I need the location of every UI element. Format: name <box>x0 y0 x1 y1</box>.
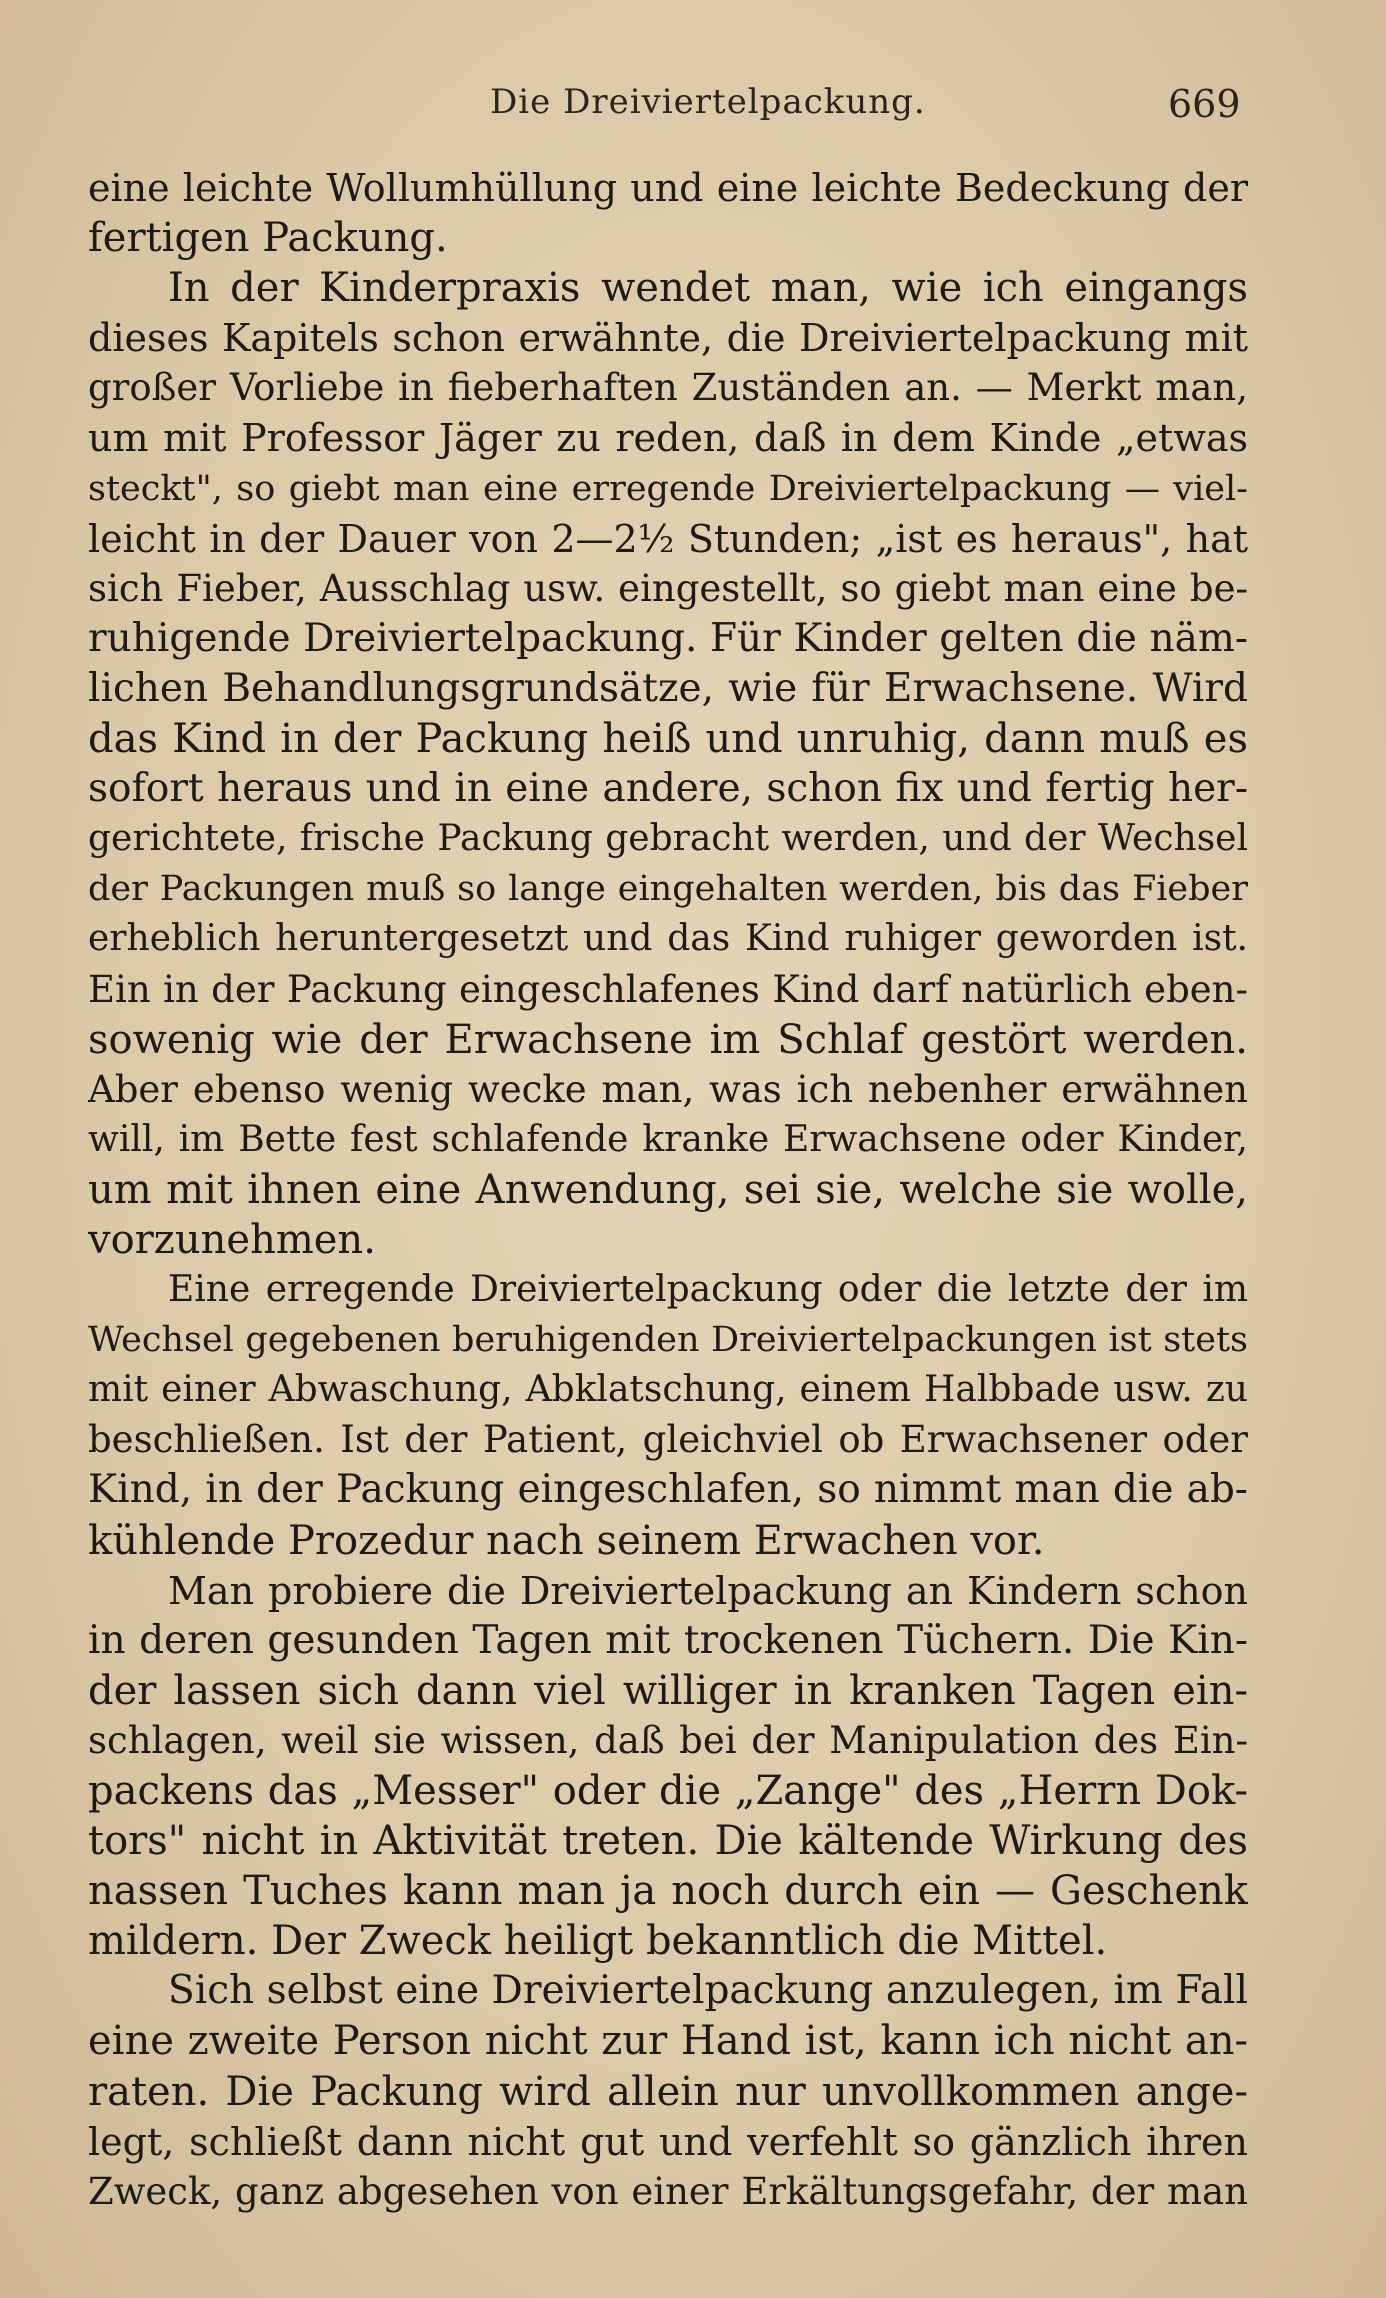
text-line: großer Vorliebe in fieberhaften Zuständen an. — Merkt man, <box>88 366 1248 410</box>
text-line: der lassen sich dann viel williger in kranken Tagen ein- <box>88 1667 1248 1714</box>
text-line: mit einer Abwaschung, Abklatschung, einem Halbbade usw. zu <box>88 1369 1248 1411</box>
running-title: Die Dreiviertelpackung. <box>490 82 926 122</box>
text-line: will, im Bette fest schlafende kranke Erwachsene oder Kinder, <box>88 1118 1248 1160</box>
text-line: gerichtete, frische Packung gebracht werden, und der Wechsel <box>88 818 1248 860</box>
text-line: nassen Tuches kann man ja noch durch ein — Geschenk <box>88 1868 1248 1915</box>
text-line: tors" nicht in Aktivität treten. Die kältende Wirkung des <box>88 1818 1248 1865</box>
text-line: schlagen, weil sie wissen, daß bei der Manipulation des Ein- <box>88 1718 1248 1762</box>
text-line: legt, schließt dann nicht gut und verfehlt so gänzlich ihren <box>88 2119 1248 2164</box>
page-number: 669 <box>1168 82 1241 126</box>
text-line: In der Kinderpraxis wendet man, wie ich eingangs <box>168 265 1248 312</box>
text-line: dieses Kapitels schon erwähnte, die Dreiviertelpackung mit <box>88 316 1248 361</box>
text-line: Sich selbst eine Dreiviertelpackung anzulegen, im Fall <box>168 1968 1248 2014</box>
text-line: Zweck, ganz abgesehen von einer Erkältungsgefahr, der man <box>88 2169 1248 2213</box>
text-line: Ein in der Packung eingeschlafenes Kind darf natürlich eben- <box>88 967 1248 1011</box>
text-line: sowenig wie der Erwachsene im Schlaf gestört werden. <box>88 1016 1248 1063</box>
text-line: Kind, in der Packung eingeschlafen, so nimmt man die ab- <box>88 1467 1248 1513</box>
text-line: Wechsel gegebenen beruhigenden Dreiviertelpackungen ist stets <box>88 1320 1248 1361</box>
text-line: ruhigende Dreiviertelpackung. Für Kinder gelten die näm- <box>88 615 1248 661</box>
text-line: steckt", so giebt man eine erregende Dreiviertelpackung — viel- <box>88 468 1248 509</box>
text-line: Man probiere die Dreiviertelpackung an Kindern schon <box>168 1568 1248 1613</box>
text-line: beschließen. Ist der Patient, gleichviel ob Erwachsener oder <box>88 1418 1248 1462</box>
text-line: sich Fieber, Ausschlag usw. eingestellt, so giebt man eine be- <box>88 566 1248 610</box>
text-line: Aber ebenso wenig wecke man, was ich nebenher erwähnen <box>88 1067 1248 1111</box>
text-line: leicht in der Dauer von 2—2½ Stunden; „ist es heraus", hat <box>88 516 1248 561</box>
text-line: eine leichte Wollumhüllung und eine leichte Bedeckung der <box>88 166 1248 210</box>
text-line: lichen Behandlungsgrundsätze, wie für Erwachsene. Wird <box>88 665 1248 711</box>
text-line: kühlende Prozedur nach seinem Erwachen vor. <box>88 1517 1045 1564</box>
body-text <box>88 163 1248 2217</box>
text-line: eine zweite Person nicht zur Hand ist, kann ich nicht an- <box>88 2018 1248 2065</box>
text-line: in deren gesunden Tagen mit trockenen Tüchern. Die Kin- <box>88 1617 1248 1663</box>
text-line: sofort heraus und in eine andere, schon fix und fertig her- <box>88 766 1248 812</box>
text-line: um mit ihnen eine Anwendung, sei sie, welche sie wolle, <box>88 1166 1248 1213</box>
text-line: raten. Die Packung wird allein nur unvollkommen ange- <box>88 2068 1248 2115</box>
text-line: fertigen Packung. <box>88 215 448 262</box>
text-line: vorzunehmen. <box>88 1216 376 1263</box>
text-line: um mit Professor Jäger zu reden, daß in dem Kinde „etwas <box>88 416 1248 461</box>
text-line: Eine erregende Dreiviertelpackung oder die letzte der im <box>168 1269 1248 1311</box>
text-line: packens das „Messer" oder die „Zange" des „Herrn Dok- <box>88 1768 1248 1814</box>
text-line: der Packungen muß so lange eingehalten werden, bis das Fieber <box>88 869 1248 910</box>
text-line: mildern. Der Zweck heiligt bekanntlich die Mittel. <box>88 1918 1108 1965</box>
text-line: erheblich heruntergesetzt und das Kind ruhiger geworden ist. <box>88 918 1248 960</box>
text-line: das Kind in der Packung heiß und unruhig, dann muß es <box>88 716 1248 763</box>
